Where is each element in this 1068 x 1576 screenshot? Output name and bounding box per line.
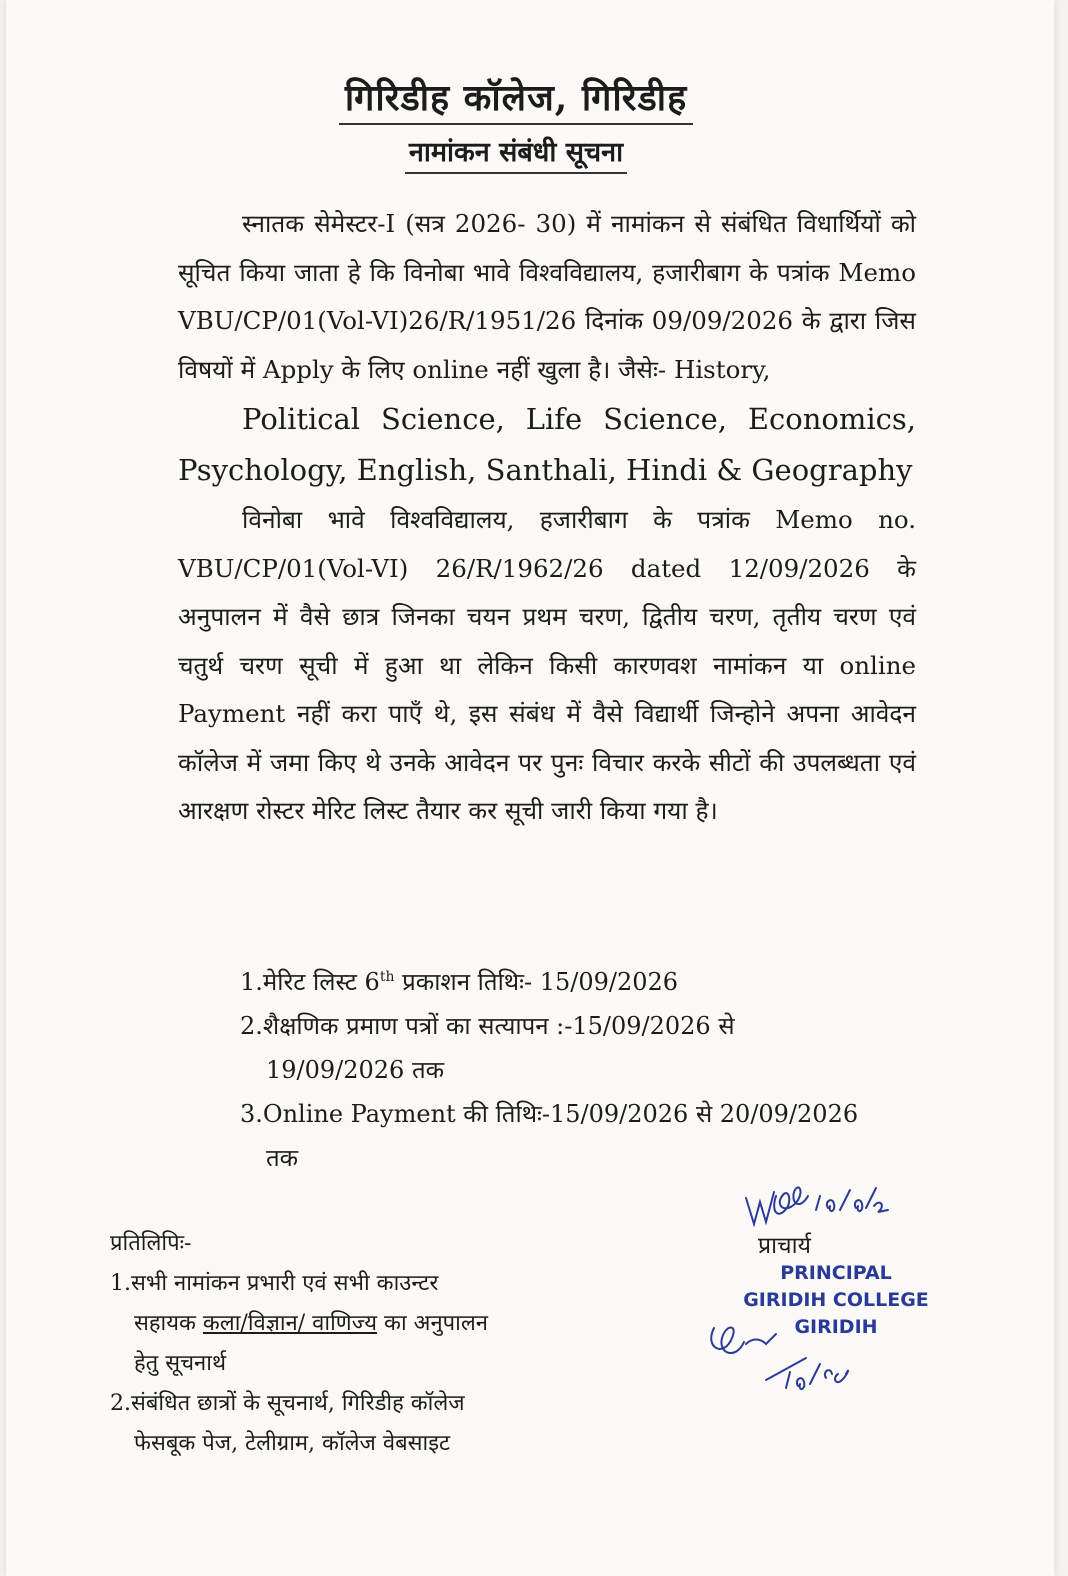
copy-to-item-2	[110, 1384, 630, 1464]
schedule-item-merit-list	[240, 960, 920, 1004]
copy-to-item-1-suffix: का अनुपालन	[377, 1311, 488, 1336]
copy-to-item-1-line-1: 1.सभी नामांकन प्रभारी एवं सभी काउन्टर	[110, 1271, 439, 1296]
copy-to-departments: कला/विज्ञान/ वाणिज्य	[202, 1311, 378, 1336]
copy-to-item-1-prefix: सहायक	[134, 1311, 203, 1336]
schedule-item-payment	[240, 1092, 920, 1180]
notice-body	[178, 200, 916, 836]
copy-to-item-1	[110, 1264, 630, 1384]
ordinal-suffix: th	[379, 969, 395, 985]
copy-to-item-1-line-3: हेतु सूचनार्थ	[134, 1351, 227, 1376]
copy-to-item-1-line-2	[110, 1304, 630, 1344]
subject-list: Political Science, Life Science, Economics, Psychology, English, Santhali, Hindi & Geography	[178, 402, 916, 487]
college-stamp	[716, 1260, 956, 1341]
stamp-line-2: GIRIDIH COLLEGE	[743, 1289, 929, 1311]
schedule-item-3-line-2: तक	[266, 1144, 299, 1172]
copy-to-section	[110, 1224, 630, 1464]
schedule-item-3-line-1: 3.Online Payment की तिथिः-15/09/2026 से 20/09/2026	[240, 1100, 859, 1128]
schedule-item-2-line-1: 2.शैक्षणिक प्रमाण पत्रों का सत्यापन :-15/09/2026 से	[240, 1012, 735, 1040]
schedule-item-1-suffix: प्रकाशन तिथिः- 15/09/2026	[394, 968, 679, 996]
college-title	[6, 72, 1026, 121]
copy-to-item-2-line-2: फेसबूक पेज, टेलीग्राम, कॉलेज वेबसाइट	[134, 1431, 451, 1456]
notice-paragraph-1	[178, 200, 916, 496]
signature-block	[706, 1168, 966, 1408]
schedule-item-verification	[240, 1004, 920, 1092]
stamp-line-3: GIRIDIH	[794, 1316, 878, 1338]
paragraph-1-text: स्नातक सेमेस्टर-I (सत्र 2026- 30) में नामांकन से संबंधित विधार्थियों को सूचित किया जाता हे कि विनोबा भावे विश्वविद्यालय, हजारीबाग के पत्रांक Memo VBU/CP/01(Vol-VI)26/R/1951/26 दिनांक 09/09/2026 के द्वारा जिस विषयों में Apply के लिए online नहीं खुला है। जैसेः- History,	[178, 209, 916, 384]
copy-to-item-2-line-1: 2.संबंधित छात्रों के सूचनार्थ, गिरिडीह कॉलेज	[110, 1391, 465, 1416]
copy-to-heading: प्रतिलिपिः-	[110, 1231, 192, 1256]
stamp-line-1: PRINCIPAL	[780, 1262, 892, 1284]
notice-paragraph-2: विनोबा भावे विश्वविद्यालय, हजारीबाग के पत्रांक Memo no. VBU/CP/01(Vol-VI) 26/R/1962/26 dated 12/09/2026 के अनुपालन में वैसे छात्र जिनका चयन प्रथम चरण, द्वितीय चरण, तृतीय चरण एवं चतुर्थ चरण सूची में हुआ था लेकिन किसी कारणवश नामांकन या online Payment नहीं करा पाएँ थे, इस संबंध में वैसे विद्यार्थी जिन्होने अपना आवेदन कॉलेज में जमा किए थे उनके आवेदन पर पुनः विचार करके सीटों की उपलब्धता एवं आरक्षण रोस्टर मेरिट लिस्ट तैयार कर सूची जारी किया गया है।	[178, 505, 916, 825]
principal-designation: प्राचार्य	[758, 1233, 811, 1259]
schedule-list	[240, 960, 920, 1180]
notice-page	[6, 0, 1054, 1576]
college-title-text: गिरिडीह कॉलेज, गिरिडीह	[339, 77, 693, 125]
notice-subtitle	[6, 132, 1026, 169]
notice-subtitle-text: नामांकन संबंधी सूचना	[405, 137, 627, 174]
schedule-item-2-line-2: 19/09/2026 तक	[266, 1056, 445, 1084]
schedule-item-1-prefix: 1.मेरिट लिस्ट 6	[240, 968, 380, 996]
